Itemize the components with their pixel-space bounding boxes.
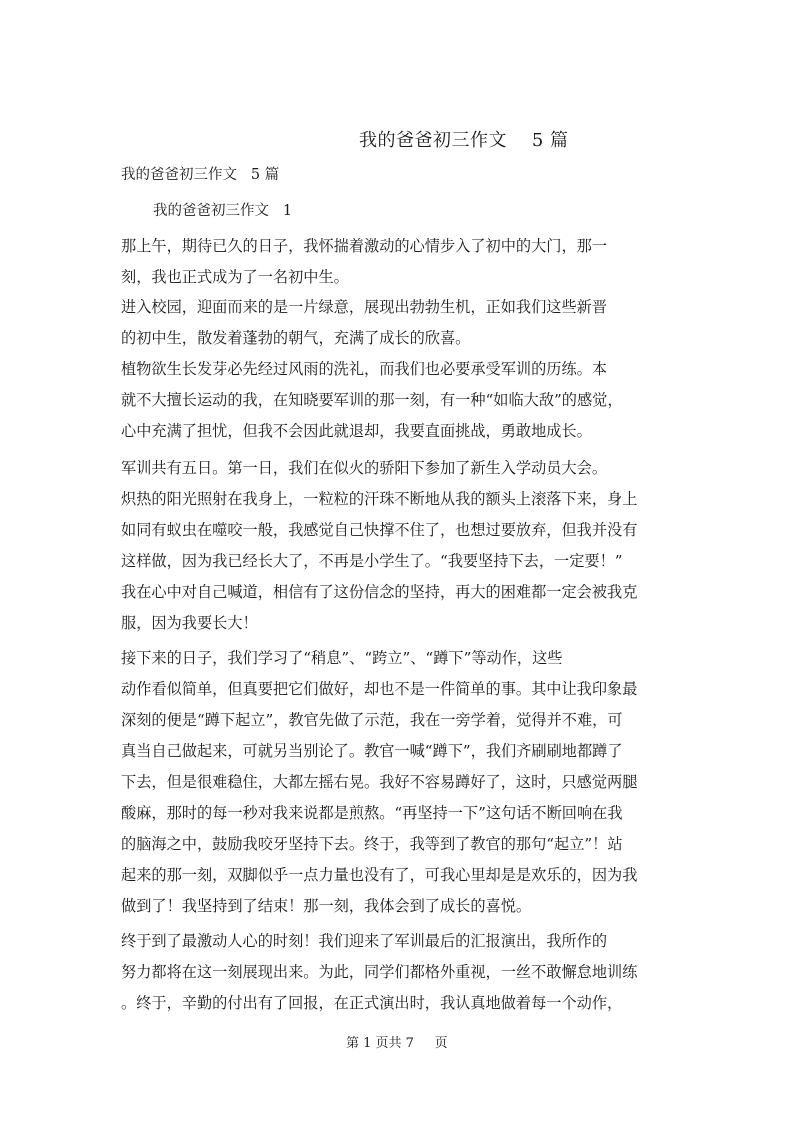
text-line: 深刻的便是“蹲下起立”，教官先做了示范，我在一旁学着，觉得并不难，可 bbox=[121, 711, 623, 729]
text-line: 这样做，因为我已经长大了，不再是小学生了。“我要坚持下去，一定要！” bbox=[121, 552, 623, 570]
text-line: 动作看似简单，但真要把它们做好，却也不是一件简单的事。其中让我印象最 bbox=[121, 680, 638, 698]
text-line: 进入校园，迎面而来的是一片绿意，展现出勃勃生机，正如我们这些新晋 bbox=[121, 298, 607, 316]
paragraph-6 bbox=[121, 926, 641, 1019]
document-title: 我的爸爸初三作文 5 篇 bbox=[359, 130, 569, 151]
text-line: 军训共有五日。第一日，我们在似火的骄阳下参加了新生入学动员大会。 bbox=[121, 459, 607, 477]
text-line: 植物欲生长发芽必先经过风雨的洗礼，而我们也必要承受军训的历练。本 bbox=[121, 360, 607, 378]
text-line: 。终于，辛勤的付出有了回报，在正式演出时，我认真地做着每一个动作， bbox=[121, 994, 623, 1012]
text-line: 真当自己做起来，可就另当别论了。教官一喊“蹲下”，我们齐刷刷地都蹲了 bbox=[121, 742, 623, 760]
text-line: 如同有蚁虫在噬咬一般，我感觉自己快撑不住了，也想过要放弃，但我并没有 bbox=[121, 521, 638, 539]
text-line: 接下来的日子，我们学习了“稍息”、“跨立”、“蹲下”等动作，这些 bbox=[121, 649, 563, 667]
text-line: 终于到了最激动人心的时刻！我们迎来了军训最后的汇报演出，我所作的 bbox=[121, 932, 607, 950]
text-line: 心中充满了担忧，但我不会因此就退却，我要直面挑战，勇敢地成长。 bbox=[121, 422, 592, 440]
paragraph-2 bbox=[121, 292, 641, 354]
text-line: 的脑海之中，鼓励我咬牙坚持下去。终于，我等到了教官的那句“起立”！站 bbox=[121, 835, 623, 853]
text-line: 刻，我也正式成为了一名初中生。 bbox=[121, 268, 349, 286]
text-line: 我在心中对自己喊道，相信有了这份信念的坚持，再大的困难都一定会被我克 bbox=[121, 583, 638, 601]
text-line: 那上午，期待已久的日子，我怀揣着激动的心情步入了初中的大门，那一 bbox=[121, 237, 607, 255]
text-line: 努力都将在这一刻展现出来。为此，同学们都格外重视，一丝不敢懈怠地训练 bbox=[121, 963, 638, 981]
paragraph-4 bbox=[121, 453, 641, 639]
page-footer: 第 1 页共 7 页 bbox=[346, 1036, 448, 1051]
section-heading: 我的爸爸初三作文 1 bbox=[153, 203, 293, 219]
text-line: 下去，但是很难稳住，大都左摇右晃。我好不容易蹲好了，这时，只感觉两腿 bbox=[121, 773, 638, 791]
text-line: 服，因为我要长大！ bbox=[121, 614, 258, 632]
text-line: 的初中生，散发着蓬勃的朝气，充满了成长的欣喜。 bbox=[121, 329, 471, 347]
text-line: 起来的那一刻，双脚似乎一点力量也没有了，可我心里却是是欢乐的，因为我 bbox=[121, 866, 638, 884]
paragraph-5 bbox=[121, 643, 641, 922]
document-subtitle: 我的爸爸初三作文 5 篇 bbox=[121, 167, 280, 183]
paragraph-1 bbox=[121, 231, 641, 293]
text-line: 就不大擅长运动的我，在知晓要军训的那一刻，有一种“如临大敌”的感觉， bbox=[121, 391, 623, 409]
paragraph-3 bbox=[121, 354, 641, 447]
text-line: 做到了！我坚持到了结束！那一刻，我体会到了成长的喜悦。 bbox=[121, 897, 532, 915]
text-line: 酸麻，那时的每一秒对我来说都是煎熬。“再坚持一下”这句话不断回响在我 bbox=[121, 804, 623, 822]
text-line: 炽热的阳光照射在我身上，一粒粒的汗珠不断地从我的额头上滚落下来，身上 bbox=[121, 490, 638, 508]
